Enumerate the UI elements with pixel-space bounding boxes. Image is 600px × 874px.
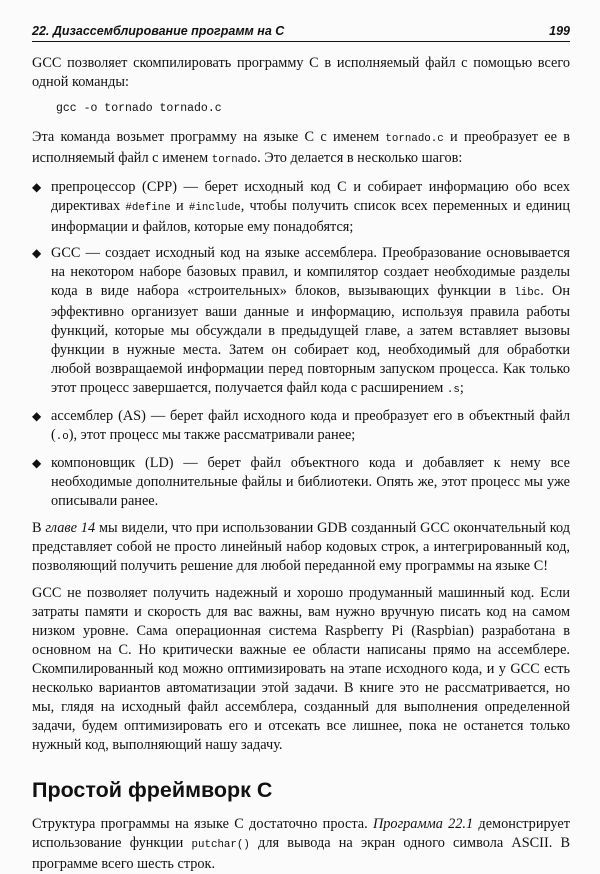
section-heading: Простой фреймворк С (32, 778, 273, 802)
text-run: ), этот процесс мы также рассматривали ранее; (68, 427, 356, 443)
page-number: 199 (549, 24, 570, 38)
text-run: компоновщик (LD) — берет файл объектного кода и добавляет к нему все необходимые дополнительные файлы и библиотеки. Опять же, этот процесс мы уже описывали ранее. (51, 455, 570, 509)
text-run: демонстрирует использование функции (32, 816, 570, 851)
text-run: Структура программы на языке С достаточно проста. (32, 816, 373, 832)
program-reference: Программа 22.1 (372, 816, 474, 832)
code-span: tornado.c (385, 133, 444, 145)
compile-command: gcc -o tornado tornado.c (56, 102, 222, 115)
text-run: мы видели, что при использовании GDB созданный GCC окончательный код представляет собой не просто линейный набор кодовых строк, а интегрированный код, позволяющий получить решение для любой переданной ему программы на языке С! (32, 520, 570, 574)
diamond-bullet-icon: ◆ (32, 456, 42, 470)
chapter-title: 22. Дизассемблирование программ на С (32, 24, 285, 38)
text-run: Эта команда возьмет программу на языке С с именем (32, 129, 386, 145)
section-paragraph (32, 815, 570, 874)
code-span: .s (446, 384, 460, 396)
text-run: . Это делается в несколько шагов: (257, 150, 463, 166)
build-steps-list (32, 178, 570, 511)
diamond-bullet-icon: ◆ (32, 246, 42, 260)
diamond-bullet-icon: ◆ (32, 180, 42, 194)
code-span: #define (125, 202, 171, 214)
chapter-reference: главе 14 (45, 520, 96, 536)
text-run: . Он эффективно организует ваши данные и информацию, используя правила работы функций, которые мы обсуждали в предыдущей главе, а затем вставляет вызовы функции в нужные места. Затем он собирает код, необходимый для обработки любой возвращаемой информации перед повторным запуском процесса. Как только этот процесс завершается, получается файл кода с расширением (51, 283, 571, 396)
intro-paragraph: GCC позволяет скомпилировать программу С в исполняемый файл с помощью всего одной команды: (32, 55, 570, 90)
steps-intro-paragraph (32, 128, 570, 170)
gcc-paragraph: GCC не позволяет получить надежный и хорошо продуманный машинный код. Если затраты памяти и скорость для вас важны, вам нужно вручную писать код на самом низком уровне. Сама операционная система Raspberry Pi (Raspbian) разработана в основном на С. Но критически важные ее области написаны прямо на ассемблере. Скомпилированный код можно оптимизировать на этапе исходного кода, и у GCC есть несколько вариантов автоматизации этой задачи. В книге это не рассматривается, но мы, глядя на исходный файл ассемблера, созданный для выполнения определенной задачи, будем оптимизировать его и отсекать все лишнее, пока не останется только нужный код, выполняющий нашу задачу. (32, 585, 570, 753)
text-run: препроцессор (CPP) — берет исходный код С и собирает информацию обо всех директивах (51, 179, 570, 214)
code-span: #include (188, 202, 241, 214)
text-run: В (32, 520, 46, 536)
list-item (32, 244, 570, 400)
code-span: libc (514, 287, 541, 299)
code-span: .o (55, 431, 69, 443)
text-run: и преобразует ее в исполняемый файл с именем (32, 129, 570, 166)
page-content (32, 54, 570, 874)
code-span: tornado (211, 154, 258, 166)
text-run: ассемблер (AS) — берет файл исходного кода и преобразует его в объектный файл ( (51, 408, 570, 443)
code-span: putchar() (191, 839, 250, 851)
text-run: GCC — создает исходный код на языке ассемблера. Преобразование основывается на некотором наборе базовых правил, и компилятор создает необходимые разделы кода в виде набора «строительных» блоков, вызывающих функции в (51, 245, 570, 299)
list-item (32, 454, 570, 511)
gdb-paragraph (32, 519, 570, 576)
list-item (32, 178, 570, 237)
running-header (32, 24, 570, 42)
diamond-bullet-icon: ◆ (32, 409, 42, 423)
text-run: , чтобы получить список всех переменных и единиц информации и файлов, которые ему понадобятся; (51, 198, 570, 235)
text-run: ; (459, 380, 464, 396)
text-run: и (170, 198, 189, 214)
list-item (32, 407, 570, 447)
text-run: для вывода на экран одного символа ASCII. В программе всего шесть строк. (32, 835, 570, 872)
